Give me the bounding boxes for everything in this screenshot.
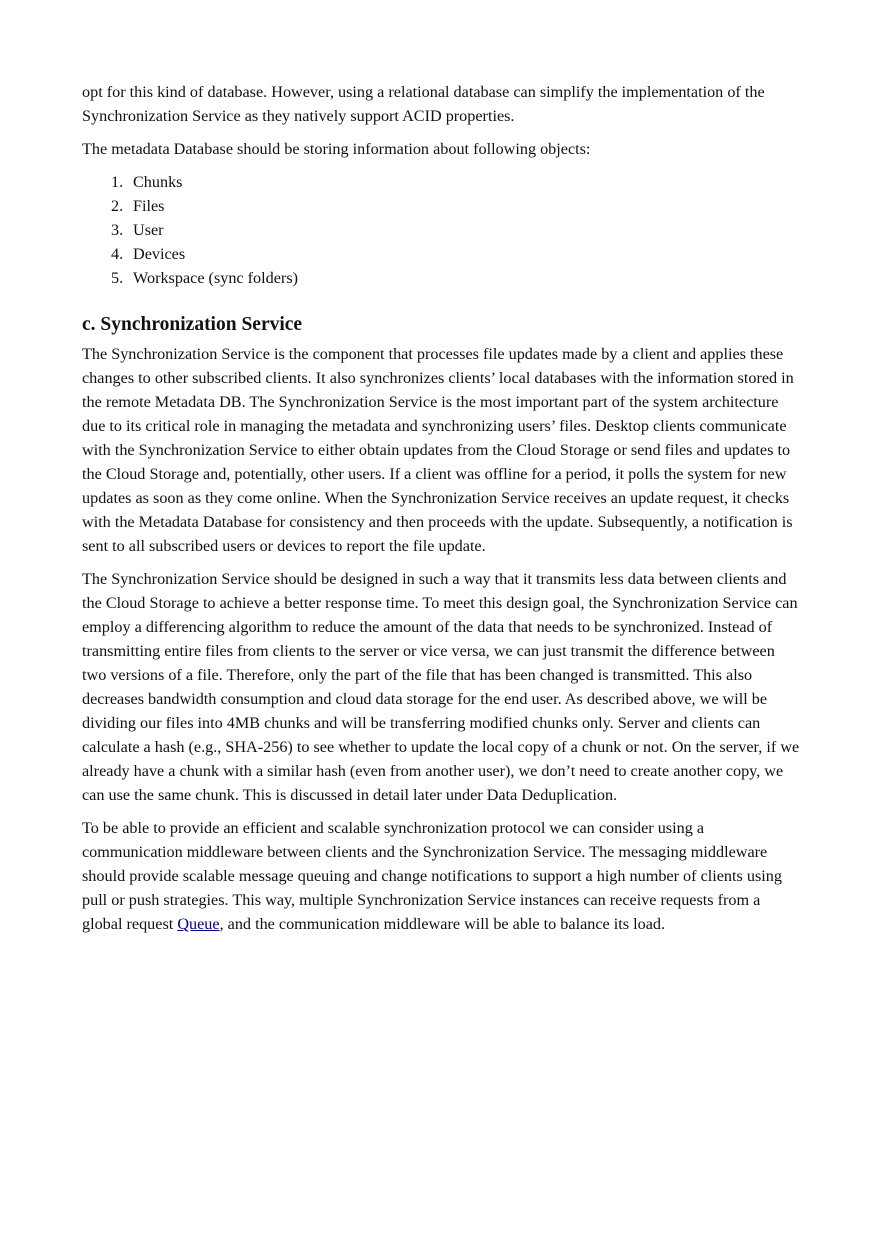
paragraph-text-after-link: , and the communication middleware will be able to balance its load. xyxy=(219,915,666,933)
list-item-number: 1. xyxy=(111,173,124,191)
list-item xyxy=(82,266,800,290)
list-item xyxy=(82,194,800,218)
objects-list xyxy=(82,170,800,290)
list-item-number: 4. xyxy=(111,245,124,263)
section-heading: c. Synchronization Service xyxy=(82,314,303,335)
list-item-text: Devices xyxy=(133,245,186,263)
list-item xyxy=(82,218,800,242)
objects-lead: The metadata Database should be storing information about following objects: xyxy=(82,140,591,158)
list-item-text: Chunks xyxy=(133,173,183,191)
list-item-number: 3. xyxy=(111,221,124,239)
list-item-number: 2. xyxy=(111,197,124,215)
paragraph-text-before-link: To be able to provide an efficient and scalable synchronization protocol we can consider using a communication middleware between clients and the Synchronization Service. The messaging middleware should provide scalable message queuing and change notifications to support a high number of clients using pull or push strategies. This way, multiple Synchronization Service instances can receive requests from a global request xyxy=(82,819,782,933)
list-item xyxy=(82,242,800,266)
list-item-number: 5. xyxy=(111,269,124,287)
paragraph-sync-service-overview: The Synchronization Service is the component that processes file updates made by a client and applies these changes to other subscribed clients. It also synchronizes clients’ local databases with the information stored in the remote Metadata DB. The Synchronization Service is the most important part of the system architecture due to its critical role in managing the metadata and synchronizing users’ files. Desktop clients communicate with the Synchronization Service to either obtain updates from the Cloud Storage or send files and updates to the Cloud Storage and, potentially, other users. If a client was offline for a period, it polls the system for new updates as soon as they come online. When the Synchronization Service receives an update request, it checks with the Metadata Database for consistency and then proceeds with the update. Subsequently, a notification is sent to all subscribed users or devices to report the file update. xyxy=(82,345,794,555)
intro-paragraph: opt for this kind of database. However, using a relational database can simplify the implementation of the Synchronization Service as they natively support ACID properties. xyxy=(82,83,765,125)
list-item xyxy=(82,170,800,194)
queue-link[interactable]: Queue xyxy=(177,915,220,933)
list-item-text: Files xyxy=(133,197,165,215)
document-page xyxy=(82,80,800,945)
paragraph-differencing-algorithm: The Synchronization Service should be designed in such a way that it transmits less data between clients and the Cloud Storage to achieve a better response time. To meet this design goal, the Synchronization Service can employ a differencing algorithm to reduce the amount of the data that needs to be synchronized. Instead of transmitting entire files from clients to the server or vice versa, we can just transmit the difference between two versions of a file. Therefore, only the part of the file that has been changed is transmitted. This also decreases bandwidth consumption and cloud data storage for the end user. As described above, we will be dividing our files into 4MB chunks and will be transferring modified chunks only. Server and clients can calculate a hash (e.g., SHA-256) to see whether to update the local copy of a chunk or not. On the server, if we already have a chunk with a similar hash (even from another user), we don’t need to create another copy, we can use the same chunk. This is discussed in detail later under Data Deduplication. xyxy=(82,570,800,804)
list-item-text: User xyxy=(133,221,164,239)
paragraph-messaging-middleware xyxy=(82,816,800,936)
list-item-text: Workspace (sync folders) xyxy=(133,269,299,287)
